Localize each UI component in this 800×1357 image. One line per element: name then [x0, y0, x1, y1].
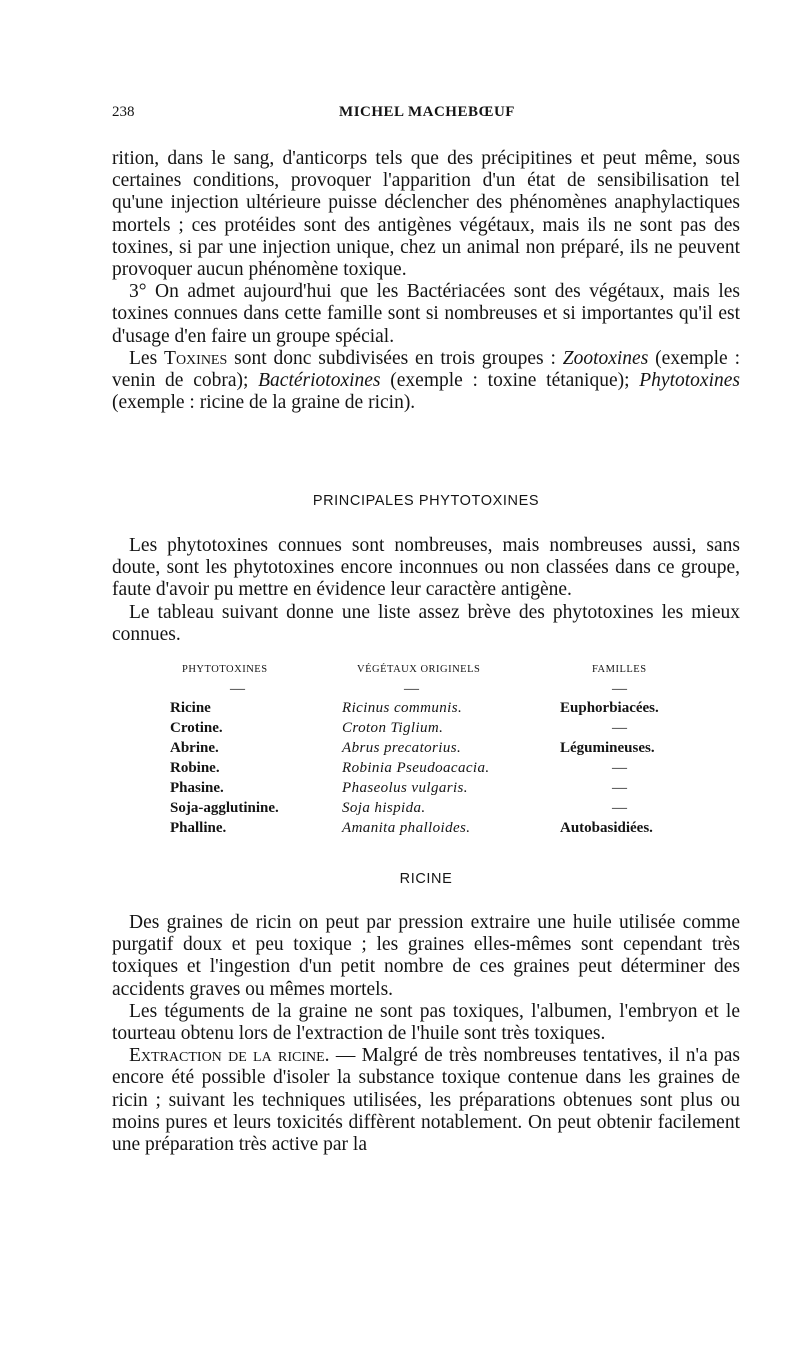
- running-title: MICHEL MACHEBŒUF: [339, 104, 515, 120]
- column-header-vegetaux: VÉGÉTAUX ORIGINELS: [357, 664, 481, 675]
- cell-phytotoxine: Abrine.: [170, 740, 219, 756]
- text-segment: (exemple : ricine de la graine de ricin).: [112, 392, 416, 414]
- paragraph-table-intro: Le tableau suivant donne une liste assez brève des phytotoxines les mieux connues.: [112, 601, 740, 645]
- cell-vegetal: Croton Tiglium.: [342, 720, 444, 736]
- table-header-rule-row: [112, 681, 740, 701]
- text-segment: (exemple : venin de cobra);: [112, 347, 740, 392]
- cell-vegetal: Robinia Pseudoacacia.: [342, 760, 490, 776]
- run-in-heading-extraction: Extraction de la ricine.: [129, 1045, 330, 1067]
- cell-famille: Euphorbiacées.: [560, 700, 659, 716]
- paragraph-phytotoxines-known: Les phytotoxines connues sont nombreuses, mais nombreuses aussi, sans doute, sont les phytotoxines encore inconnues ou non classées dans ce groupe, faute d'avoir pu mettre en évidence leur caractère antigène.: [112, 535, 740, 601]
- table-row: [112, 740, 740, 760]
- text-block-ricine: [112, 912, 740, 1156]
- header-dash: —: [612, 681, 627, 697]
- cell-vegetal: Soja hispida.: [342, 800, 426, 816]
- paragraph-ricin-seeds: Des graines de ricin on peut par pression extraire une huile utilisée comme purgatif doux et peu toxique ; les graines elles-mêmes sont cependant très toxiques et l'ingestion d'un petit nombre de ces graines peut déterminer des accidents graves ou mêmes mortels.: [112, 912, 740, 1000]
- cell-famille: —: [612, 760, 627, 776]
- cell-phytotoxine: Ricine: [170, 700, 211, 716]
- cell-vegetal: Abrus precatorius.: [342, 740, 462, 756]
- table-row: [112, 700, 740, 720]
- text-segment: (exemple : toxine tétanique);: [380, 370, 640, 392]
- term-bacteriotoxines: Bactériotoxines: [258, 370, 381, 392]
- term-zootoxines: Zootoxines: [562, 347, 649, 369]
- cell-famille: Légumineuses.: [560, 740, 655, 756]
- page-header: [112, 104, 742, 130]
- header-dash: —: [230, 681, 245, 697]
- cell-phytotoxine: Phasine.: [170, 780, 224, 796]
- cell-phytotoxine: Soja-agglutinine.: [170, 800, 279, 816]
- term-toxines: Toxines: [164, 347, 228, 369]
- table-row: [112, 780, 740, 800]
- table-row: [112, 820, 740, 840]
- text-segment: — Malgré de très nombreuses tentatives, il n'a pas encore été possible d'isoler la substance toxique contenue dans les graines de ricin ; suivant les techniques utilisées, les préparations obtenues sont plus ou moins pures et leurs toxicités diffèrent notablement. On peut obtenir facilement une préparation très active par la: [112, 1045, 740, 1156]
- header-dash: —: [404, 681, 419, 697]
- section-title-ricine: RICINE: [399, 871, 453, 887]
- cell-famille: —: [612, 800, 627, 816]
- table-row: [112, 760, 740, 780]
- cell-famille: —: [612, 780, 627, 796]
- cell-famille: Autobasidiées.: [560, 820, 653, 836]
- cell-phytotoxine: Crotine.: [170, 720, 223, 736]
- cell-vegetal: Amanita phalloides.: [342, 820, 471, 836]
- table-row: [112, 800, 740, 820]
- page-number: 238: [112, 104, 135, 120]
- text-block-intro: [112, 148, 740, 414]
- text-segment: Les: [129, 347, 165, 369]
- paragraph-protein-antigens: rition, dans le sang, d'anticorps tels que des précipitines et peut même, sous certaines conditions, provoquer l'apparition d'un état de sensibilisation tel qu'une injection ultérieure puisse déclencher des phénomènes anaphylactiques mortels ; ces protéides sont des antigènes végétaux, mais ils ne sont pas des toxines, si par une injection unique, chez un animal non préparé, ils ne peuvent provoquer aucun phénomène toxique.: [112, 148, 740, 281]
- paragraph-bacteriaceae: 3° On admet aujourd'hui que les Bactériacées sont des végétaux, mais les toxines connues dans cette famille sont si nombreuses et si importantes qu'il est d'usage d'en faire un groupe spécial.: [112, 281, 740, 347]
- cell-vegetal: Phaseolus vulgaris.: [342, 780, 468, 796]
- paragraph-extraction: [112, 1045, 740, 1156]
- section-title-principales-phytotoxines: PRINCIPALES PHYTOTOXINES: [312, 493, 540, 509]
- paragraph-teguments: Les téguments de la graine ne sont pas toxiques, l'albumen, l'embryon et le tourteau obtenu lors de l'extraction de l'huile sont très toxiques.: [112, 1000, 740, 1045]
- cell-phytotoxine: Phalline.: [170, 820, 227, 836]
- cell-famille: —: [612, 720, 627, 736]
- column-header-familles: FAMILLES: [592, 664, 647, 675]
- paragraph-toxin-groups: [112, 348, 740, 415]
- text-segment: sont donc subdivisées en trois groupes :: [227, 347, 563, 369]
- table-row: [112, 720, 740, 740]
- term-phytotoxines: Phytotoxines: [639, 370, 740, 392]
- cell-vegetal: Ricinus communis.: [342, 700, 463, 716]
- column-header-phytotoxines: PHYTOTOXINES: [182, 664, 268, 675]
- text-block-phytotoxines: [112, 535, 740, 646]
- cell-phytotoxine: Robine.: [170, 760, 220, 776]
